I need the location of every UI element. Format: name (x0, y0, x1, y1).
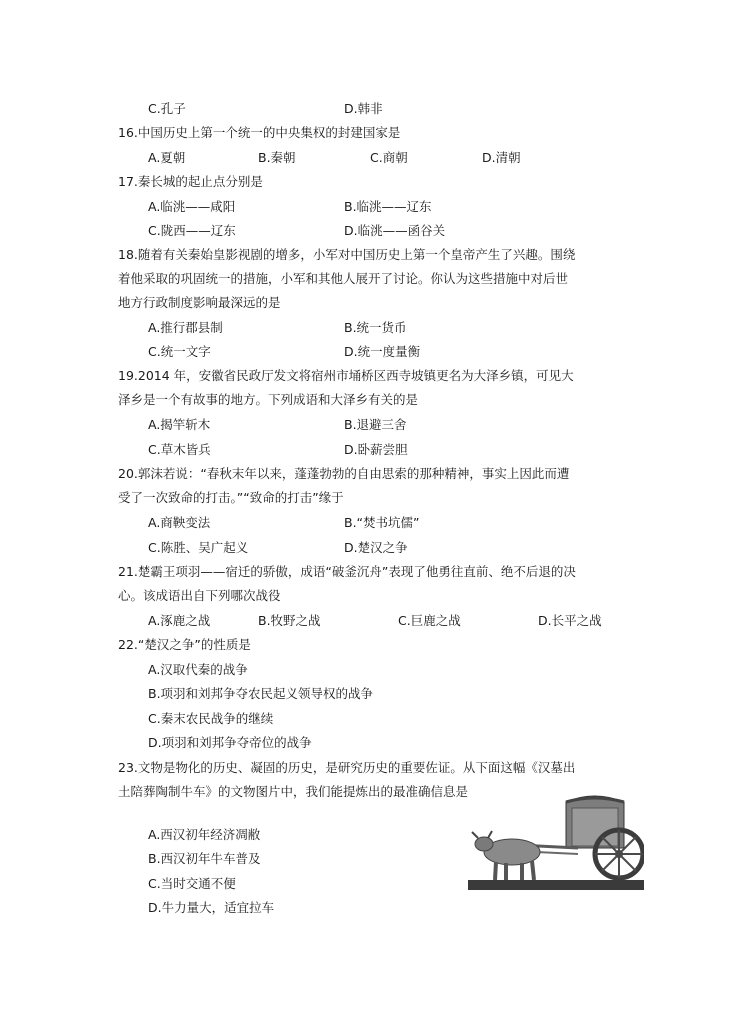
q20-option-d: D.楚汉之争 (344, 540, 408, 555)
ox-cart-illustration (468, 788, 644, 890)
q19-option-c: C.草木皆兵 (148, 442, 211, 457)
q21-option-a: A.涿鹿之战 (148, 613, 211, 628)
q21-option-d: D.长平之战 (538, 613, 602, 628)
q17-option-d: D.临洮——函谷关 (344, 223, 446, 238)
question-17: 17.秦长城的起止点分别是 (118, 174, 263, 189)
pottery-ox-cart-photo (468, 788, 644, 890)
q20-option-a: A.商鞅变法 (148, 515, 211, 530)
q16-option-c: C.商朝 (370, 150, 408, 165)
q15-option-d: D.韩非 (344, 101, 383, 116)
q16-option-a: A.夏朝 (148, 150, 186, 165)
q22-option-c: C.秦末农民战争的继续 (148, 711, 274, 726)
q16-option-d: D.清朝 (482, 150, 521, 165)
question-20-line-2: 受了一次致命的打击。”“致命的打击”缘于 (118, 490, 344, 505)
q22-option-b: B.项羽和刘邦争夺农民起义领导权的战争 (148, 686, 374, 701)
q17-option-a: A.临洮——咸阳 (148, 199, 236, 214)
q21-option-b: B.牧野之战 (258, 613, 321, 628)
question-22: 22.“楚汉之争”的性质是 (118, 637, 251, 652)
question-20: 20.郭沫若说：“春秋末年以来，蓬蓬勃勃的自由思索的那种精神，事实上因此而遭 (118, 466, 570, 481)
q21-option-c: C.巨鹿之战 (398, 613, 461, 628)
q19-option-b: B.退避三舍 (344, 417, 407, 432)
q22-option-d: D.项羽和刘邦争夺帝位的战争 (148, 735, 312, 750)
question-23-line-2: 土陪葬陶制牛车》的文物图片中，我们能提炼出的最准确信息是 (118, 784, 469, 799)
q22-option-a: A.汉取代秦的战争 (148, 662, 248, 677)
q23-option-d: D.牛力量大，适宜拉车 (148, 900, 275, 915)
question-18: 18.随着有关秦始皇影视剧的增多，小军对中国历史上第一个皇帝产生了兴趣。围绕 (118, 247, 576, 262)
q18-option-d: D.统一度量衡 (344, 344, 421, 359)
q17-option-b: B.临洮——辽东 (344, 199, 432, 214)
question-18-line-3: 地方行政制度影响最深远的是 (118, 295, 281, 310)
q23-option-a: A.西汉初年经济凋敝 (148, 827, 261, 842)
question-16: 16.中国历史上第一个统一的中央集权的封建国家是 (118, 125, 401, 140)
question-18-line-2: 着他采取的巩固统一的措施，小军和其他人展开了讨论。你认为这些措施中对后世 (118, 271, 569, 286)
question-23: 23.文物是物化的历史、凝固的历史，是研究历史的重要佐证。从下面这幅《汉墓出 (118, 760, 576, 775)
question-19: 19.2014 年，安徽省民政厅发文将宿州市埇桥区西寺坡镇更名为大泽乡镇，可见大 (118, 368, 574, 383)
q20-option-c: C.陈胜、吴广起义 (148, 540, 249, 555)
question-21-line-2: 心。该成语出自下列哪次战役 (118, 588, 281, 603)
q18-option-c: C.统一文字 (148, 344, 211, 359)
q20-option-b: B.“焚书坑儒” (344, 515, 420, 530)
q18-option-a: A.推行郡县制 (148, 320, 223, 335)
question-21: 21.楚霸王项羽——宿迁的骄傲，成语“破釜沉舟”表现了他勇往直前、绝不后退的决 (118, 564, 576, 579)
q23-option-b: B.西汉初年牛车普及 (148, 851, 261, 866)
q19-option-a: A.揭竿斩木 (148, 417, 211, 432)
q18-option-b: B.统一货币 (344, 320, 407, 335)
q15-option-c: C.孔子 (148, 101, 186, 116)
question-19-line-2: 泽乡是一个有故事的地方。下列成语和大泽乡有关的是 (118, 392, 419, 407)
q17-option-c: C.陇西——辽东 (148, 223, 236, 238)
q19-option-d: D.卧薪尝胆 (344, 442, 408, 457)
q16-option-b: B.秦朝 (258, 150, 296, 165)
q23-option-c: C.当时交通不便 (148, 876, 236, 891)
